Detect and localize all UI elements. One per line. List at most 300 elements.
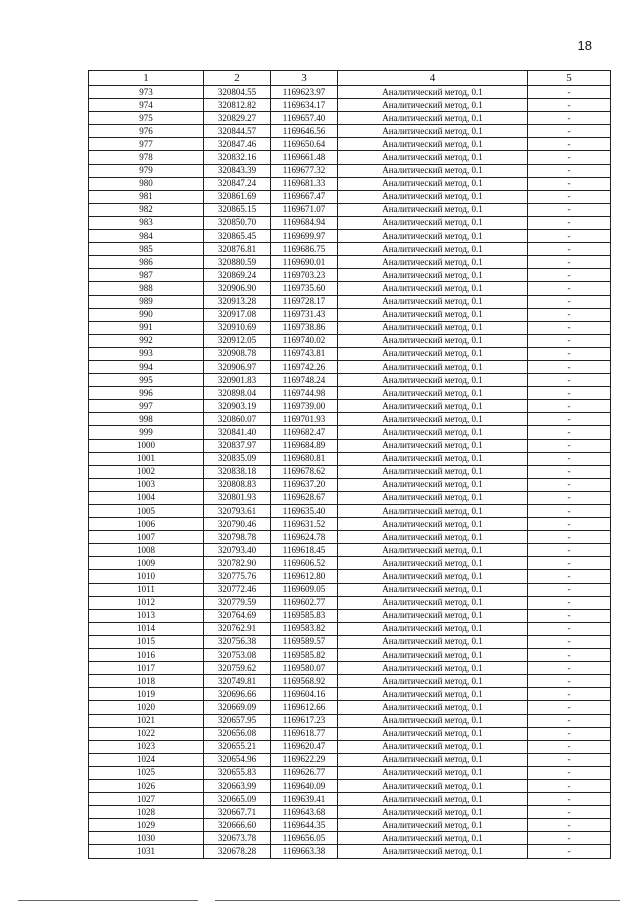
point-number-cell: 1018 [89,675,204,688]
x-coordinate-cell: 320832.16 [204,151,271,164]
note-cell: - [528,99,611,112]
point-number-cell: 994 [89,360,204,373]
x-coordinate-cell: 320764.69 [204,609,271,622]
note-cell: - [528,360,611,373]
point-number-cell: 979 [89,164,204,177]
y-coordinate-cell: 1169580.07 [271,662,338,675]
point-number-cell: 1027 [89,793,204,806]
y-coordinate-cell: 1169609.05 [271,583,338,596]
y-coordinate-cell: 1169644.35 [271,819,338,832]
y-coordinate-cell: 1169637.20 [271,478,338,491]
table-row [89,491,611,504]
table-row [89,806,611,819]
table-row [89,727,611,740]
method-cell: Аналитический метод, 0.1 [338,347,528,360]
point-number-cell: 1021 [89,714,204,727]
x-coordinate-cell: 320663.99 [204,779,271,792]
note-cell: - [528,138,611,151]
x-coordinate-cell: 320898.04 [204,387,271,400]
x-coordinate-cell: 320756.38 [204,635,271,648]
method-cell: Аналитический метод, 0.1 [338,714,528,727]
y-coordinate-cell: 1169728.17 [271,295,338,308]
x-coordinate-cell: 320847.24 [204,177,271,190]
x-coordinate-cell: 320678.28 [204,845,271,858]
x-coordinate-cell: 320829.27 [204,112,271,125]
point-number-cell: 1008 [89,544,204,557]
y-coordinate-cell: 1169589.57 [271,635,338,648]
y-coordinate-cell: 1169606.52 [271,557,338,570]
point-number-cell: 997 [89,400,204,413]
point-number-cell: 990 [89,308,204,321]
x-coordinate-cell: 320793.40 [204,544,271,557]
method-cell: Аналитический метод, 0.1 [338,557,528,570]
y-coordinate-cell: 1169643.68 [271,806,338,819]
note-cell: - [528,478,611,491]
table-row [89,164,611,177]
method-cell: Аналитический метод, 0.1 [338,583,528,596]
x-coordinate-cell: 320759.62 [204,662,271,675]
note-cell: - [528,282,611,295]
note-cell: - [528,622,611,635]
y-coordinate-cell: 1169677.32 [271,164,338,177]
table-row [89,334,611,347]
header-col-1: 1 [89,71,204,86]
table-row [89,203,611,216]
method-cell: Аналитический метод, 0.1 [338,426,528,439]
note-cell: - [528,295,611,308]
point-number-cell: 1004 [89,491,204,504]
table-row [89,819,611,832]
x-coordinate-cell: 320847.46 [204,138,271,151]
y-coordinate-cell: 1169663.38 [271,845,338,858]
x-coordinate-cell: 320917.08 [204,308,271,321]
note-cell: - [528,269,611,282]
method-cell: Аналитический метод, 0.1 [338,282,528,295]
x-coordinate-cell: 320841.40 [204,426,271,439]
x-coordinate-cell: 320908.78 [204,347,271,360]
point-number-cell: 993 [89,347,204,360]
method-cell: Аналитический метод, 0.1 [338,334,528,347]
x-coordinate-cell: 320753.08 [204,649,271,662]
x-coordinate-cell: 320843.39 [204,164,271,177]
point-number-cell: 1031 [89,845,204,858]
x-coordinate-cell: 320798.78 [204,531,271,544]
method-cell: Аналитический метод, 0.1 [338,321,528,334]
note-cell: - [528,125,611,138]
note-cell: - [528,570,611,583]
y-coordinate-cell: 1169624.78 [271,531,338,544]
y-coordinate-cell: 1169738.86 [271,321,338,334]
point-number-cell: 1019 [89,688,204,701]
x-coordinate-cell: 320804.55 [204,86,271,99]
table-row [89,269,611,282]
point-number-cell: 991 [89,321,204,334]
point-number-cell: 1011 [89,583,204,596]
footer-rule-left [18,900,198,901]
x-coordinate-cell: 320838.18 [204,465,271,478]
method-cell: Аналитический метод, 0.1 [338,570,528,583]
table-row [89,177,611,190]
y-coordinate-cell: 1169620.47 [271,740,338,753]
y-coordinate-cell: 1169585.83 [271,609,338,622]
y-coordinate-cell: 1169650.64 [271,138,338,151]
note-cell: - [528,518,611,531]
point-number-cell: 986 [89,256,204,269]
table-row [89,845,611,858]
x-coordinate-cell: 320656.08 [204,727,271,740]
x-coordinate-cell: 320869.24 [204,269,271,282]
note-cell: - [528,727,611,740]
note-cell: - [528,609,611,622]
method-cell: Аналитический метод, 0.1 [338,740,528,753]
note-cell: - [528,256,611,269]
method-cell: Аналитический метод, 0.1 [338,177,528,190]
method-cell: Аналитический метод, 0.1 [338,164,528,177]
note-cell: - [528,793,611,806]
x-coordinate-cell: 320837.97 [204,439,271,452]
note-cell: - [528,649,611,662]
y-coordinate-cell: 1169690.01 [271,256,338,269]
method-cell: Аналитический метод, 0.1 [338,531,528,544]
note-cell: - [528,557,611,570]
y-coordinate-cell: 1169623.97 [271,86,338,99]
y-coordinate-cell: 1169640.09 [271,779,338,792]
note-cell: - [528,216,611,229]
table-row [89,347,611,360]
y-coordinate-cell: 1169646.56 [271,125,338,138]
x-coordinate-cell: 320655.83 [204,766,271,779]
y-coordinate-cell: 1169681.33 [271,177,338,190]
note-cell: - [528,374,611,387]
table-body [89,86,611,859]
y-coordinate-cell: 1169740.02 [271,334,338,347]
point-number-cell: 1028 [89,806,204,819]
x-coordinate-cell: 320667.71 [204,806,271,819]
point-number-cell: 983 [89,216,204,229]
note-cell: - [528,452,611,465]
method-cell: Аналитический метод, 0.1 [338,203,528,216]
point-number-cell: 1010 [89,570,204,583]
method-cell: Аналитический метод, 0.1 [338,374,528,387]
method-cell: Аналитический метод, 0.1 [338,675,528,688]
x-coordinate-cell: 320654.96 [204,753,271,766]
point-number-cell: 989 [89,295,204,308]
x-coordinate-cell: 320880.59 [204,256,271,269]
y-coordinate-cell: 1169667.47 [271,190,338,203]
y-coordinate-cell: 1169612.66 [271,701,338,714]
note-cell: - [528,714,611,727]
y-coordinate-cell: 1169739.00 [271,400,338,413]
table-row [89,99,611,112]
x-coordinate-cell: 320772.46 [204,583,271,596]
note-cell: - [528,583,611,596]
header-col-5: 5 [528,71,611,86]
y-coordinate-cell: 1169626.77 [271,766,338,779]
table-row [89,596,611,609]
table-header [89,71,611,86]
method-cell: Аналитический метод, 0.1 [338,701,528,714]
table-row [89,583,611,596]
x-coordinate-cell: 320669.09 [204,701,271,714]
table-row [89,740,611,753]
x-coordinate-cell: 320835.09 [204,452,271,465]
point-number-cell: 987 [89,269,204,282]
method-cell: Аналитический метод, 0.1 [338,544,528,557]
table-row [89,832,611,845]
note-cell: - [528,426,611,439]
method-cell: Аналитический метод, 0.1 [338,649,528,662]
x-coordinate-cell: 320762.91 [204,622,271,635]
table-row [89,793,611,806]
x-coordinate-cell: 320665.09 [204,793,271,806]
table-row [89,452,611,465]
note-cell: - [528,491,611,504]
note-cell: - [528,779,611,792]
point-number-cell: 1014 [89,622,204,635]
point-number-cell: 976 [89,125,204,138]
note-cell: - [528,662,611,675]
point-number-cell: 980 [89,177,204,190]
x-coordinate-cell: 320696.66 [204,688,271,701]
table-row [89,531,611,544]
x-coordinate-cell: 320865.45 [204,230,271,243]
method-cell: Аналитический метод, 0.1 [338,806,528,819]
y-coordinate-cell: 1169743.81 [271,347,338,360]
point-number-cell: 1015 [89,635,204,648]
y-coordinate-cell: 1169735.60 [271,282,338,295]
x-coordinate-cell: 320903.19 [204,400,271,413]
table-row [89,387,611,400]
note-cell: - [528,465,611,478]
table-row [89,766,611,779]
point-number-cell: 982 [89,203,204,216]
method-cell: Аналитический метод, 0.1 [338,793,528,806]
table-row [89,321,611,334]
method-cell: Аналитический метод, 0.1 [338,478,528,491]
note-cell: - [528,505,611,518]
point-number-cell: 1012 [89,596,204,609]
point-number-cell: 1013 [89,609,204,622]
method-cell: Аналитический метод, 0.1 [338,413,528,426]
point-number-cell: 1025 [89,766,204,779]
table-row [89,662,611,675]
table-row [89,714,611,727]
x-coordinate-cell: 320860.07 [204,413,271,426]
x-coordinate-cell: 320912.05 [204,334,271,347]
x-coordinate-cell: 320844.57 [204,125,271,138]
method-cell: Аналитический метод, 0.1 [338,295,528,308]
x-coordinate-cell: 320812.82 [204,99,271,112]
y-coordinate-cell: 1169699.97 [271,230,338,243]
note-cell: - [528,347,611,360]
method-cell: Аналитический метод, 0.1 [338,269,528,282]
method-cell: Аналитический метод, 0.1 [338,622,528,635]
table-row [89,622,611,635]
table-row [89,295,611,308]
x-coordinate-cell: 320850.70 [204,216,271,229]
footer-rule-right [215,900,620,901]
method-cell: Аналитический метод, 0.1 [338,662,528,675]
x-coordinate-cell: 320910.69 [204,321,271,334]
note-cell: - [528,439,611,452]
x-coordinate-cell: 320749.81 [204,675,271,688]
table-row [89,426,611,439]
note-cell: - [528,675,611,688]
point-number-cell: 981 [89,190,204,203]
note-cell: - [528,308,611,321]
point-number-cell: 1026 [89,779,204,792]
note-cell: - [528,806,611,819]
x-coordinate-cell: 320775.76 [204,570,271,583]
x-coordinate-cell: 320782.90 [204,557,271,570]
header-col-4: 4 [338,71,528,86]
point-number-cell: 1003 [89,478,204,491]
point-number-cell: 977 [89,138,204,151]
point-number-cell: 995 [89,374,204,387]
y-coordinate-cell: 1169656.05 [271,832,338,845]
note-cell: - [528,230,611,243]
x-coordinate-cell: 320657.95 [204,714,271,727]
y-coordinate-cell: 1169585.82 [271,649,338,662]
x-coordinate-cell: 320666.60 [204,819,271,832]
point-number-cell: 1016 [89,649,204,662]
table-row [89,505,611,518]
method-cell: Аналитический метод, 0.1 [338,400,528,413]
y-coordinate-cell: 1169684.89 [271,439,338,452]
y-coordinate-cell: 1169657.40 [271,112,338,125]
x-coordinate-cell: 320801.93 [204,491,271,504]
note-cell: - [528,832,611,845]
method-cell: Аналитический метод, 0.1 [338,216,528,229]
note-cell: - [528,321,611,334]
note-cell: - [528,688,611,701]
table-row [89,557,611,570]
x-coordinate-cell: 320906.97 [204,360,271,373]
table-row [89,138,611,151]
x-coordinate-cell: 320865.15 [204,203,271,216]
y-coordinate-cell: 1169602.77 [271,596,338,609]
method-cell: Аналитический метод, 0.1 [338,766,528,779]
x-coordinate-cell: 320913.28 [204,295,271,308]
point-number-cell: 973 [89,86,204,99]
table-row [89,125,611,138]
method-cell: Аналитический метод, 0.1 [338,465,528,478]
table-row [89,190,611,203]
y-coordinate-cell: 1169701.93 [271,413,338,426]
point-number-cell: 992 [89,334,204,347]
y-coordinate-cell: 1169686.75 [271,243,338,256]
method-cell: Аналитический метод, 0.1 [338,230,528,243]
note-cell: - [528,177,611,190]
note-cell: - [528,596,611,609]
table-row [89,360,611,373]
x-coordinate-cell: 320876.81 [204,243,271,256]
y-coordinate-cell: 1169618.77 [271,727,338,740]
point-number-cell: 1000 [89,439,204,452]
y-coordinate-cell: 1169678.62 [271,465,338,478]
table-row [89,753,611,766]
y-coordinate-cell: 1169671.07 [271,203,338,216]
y-coordinate-cell: 1169680.81 [271,452,338,465]
y-coordinate-cell: 1169604.16 [271,688,338,701]
x-coordinate-cell: 320673.78 [204,832,271,845]
table-row [89,609,611,622]
table-row [89,439,611,452]
point-number-cell: 1006 [89,518,204,531]
method-cell: Аналитический метод, 0.1 [338,518,528,531]
method-cell: Аналитический метод, 0.1 [338,360,528,373]
y-coordinate-cell: 1169568.92 [271,675,338,688]
note-cell: - [528,164,611,177]
x-coordinate-cell: 320655.21 [204,740,271,753]
note-cell: - [528,151,611,164]
method-cell: Аналитический метод, 0.1 [338,243,528,256]
note-cell: - [528,334,611,347]
table-row [89,243,611,256]
note-cell: - [528,635,611,648]
point-number-cell: 1022 [89,727,204,740]
header-col-2: 2 [204,71,271,86]
x-coordinate-cell: 320793.61 [204,505,271,518]
method-cell: Аналитический метод, 0.1 [338,151,528,164]
method-cell: Аналитический метод, 0.1 [338,99,528,112]
method-cell: Аналитический метод, 0.1 [338,308,528,321]
y-coordinate-cell: 1169628.67 [271,491,338,504]
table-row [89,635,611,648]
table-row [89,570,611,583]
method-cell: Аналитический метод, 0.1 [338,845,528,858]
header-col-3: 3 [271,71,338,86]
point-number-cell: 1030 [89,832,204,845]
y-coordinate-cell: 1169684.94 [271,216,338,229]
x-coordinate-cell: 320790.46 [204,518,271,531]
note-cell: - [528,701,611,714]
note-cell: - [528,190,611,203]
point-number-cell: 1002 [89,465,204,478]
point-number-cell: 1009 [89,557,204,570]
method-cell: Аналитический метод, 0.1 [338,609,528,622]
method-cell: Аналитический метод, 0.1 [338,125,528,138]
point-number-cell: 988 [89,282,204,295]
method-cell: Аналитический метод, 0.1 [338,819,528,832]
y-coordinate-cell: 1169639.41 [271,793,338,806]
table-row [89,308,611,321]
method-cell: Аналитический метод, 0.1 [338,635,528,648]
note-cell: - [528,112,611,125]
method-cell: Аналитический метод, 0.1 [338,491,528,504]
note-cell: - [528,243,611,256]
method-cell: Аналитический метод, 0.1 [338,190,528,203]
method-cell: Аналитический метод, 0.1 [338,112,528,125]
table-row [89,688,611,701]
table-row [89,518,611,531]
table-row [89,675,611,688]
table-row [89,701,611,714]
y-coordinate-cell: 1169631.52 [271,518,338,531]
point-number-cell: 1020 [89,701,204,714]
table-row [89,282,611,295]
note-cell: - [528,766,611,779]
method-cell: Аналитический метод, 0.1 [338,596,528,609]
y-coordinate-cell: 1169635.40 [271,505,338,518]
x-coordinate-cell: 320779.59 [204,596,271,609]
table-row [89,374,611,387]
point-number-cell: 1029 [89,819,204,832]
table-row [89,413,611,426]
x-coordinate-cell: 320808.83 [204,478,271,491]
note-cell: - [528,740,611,753]
point-number-cell: 975 [89,112,204,125]
